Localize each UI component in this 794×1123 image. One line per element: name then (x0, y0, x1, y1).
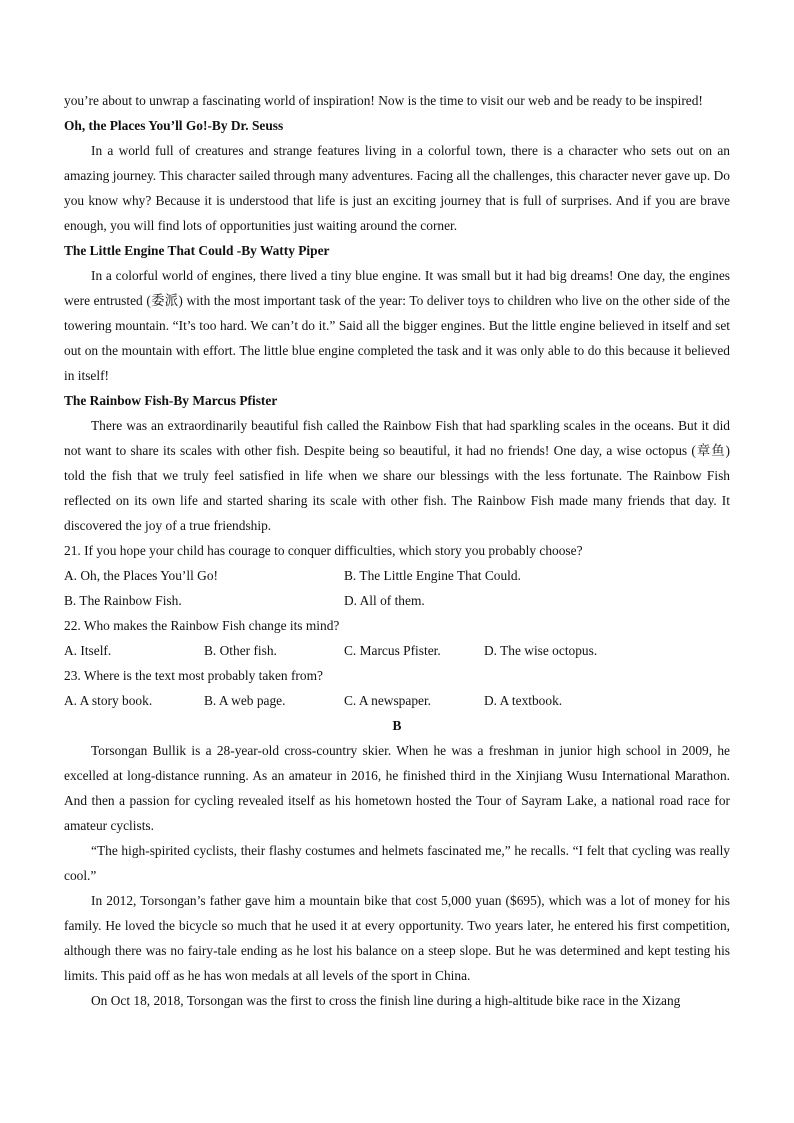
question-21-stem: 21. If you hope your child has courage to conquer difficulties, which story you probably choose? (64, 543, 583, 558)
document-page (64, 88, 730, 1013)
story-body-2: In a colorful world of engines, there lived a tiny blue engine. It was small but it had big dreams! One day, the engines were entrusted (委派) with the most important task of the year: To deliver toys to children who live on the other side of the towering mountain. “It’s too hard. We can’t do it.” Said all the bigger engines. But the little engine believed in itself and set out on the mountain with effort. The little blue engine completed the task and it was only able to do this because it believed in itself! (64, 268, 730, 383)
question-21-option-b: B. The Little Engine That Could. (344, 568, 521, 583)
question-21-option-d: D. All of them. (344, 593, 425, 608)
question-23-option-b: B. A web page. (204, 693, 286, 708)
story-title-2: The Little Engine That Could -By Watty Piper (64, 243, 330, 258)
question-22-option-d: D. The wise octopus. (484, 643, 598, 658)
question-21-options-row2 (64, 588, 730, 613)
section-b-paragraph-2: “The high-spirited cyclists, their flashy costumes and helmets fascinated me,” he recalls. “I felt that cycling was really cool.” (64, 843, 730, 883)
story-body-3: There was an extraordinarily beautiful fish called the Rainbow Fish that had sparkling scales in the oceans. But it did not want to share its scales with other fish. Despite being so beautiful, it had no friends! One day, a wise octopus (章鱼) told the fish that we truly feel satisfied in life when we share our blessings with the less fortunate. The Rainbow Fish reflected on its own life and started sharing its scale with other fish. The Rainbow Fish made many friends that day. It discovered the joy of a true friendship. (64, 418, 730, 533)
intro-paragraph: you’re about to unwrap a fascinating world of inspiration! Now is the time to visit our web and be ready to be inspired! (64, 93, 703, 108)
question-22-option-b: B. Other fish. (204, 643, 277, 658)
question-22-options (64, 638, 730, 663)
story-body-1: In a world full of creatures and strange features living in a colorful town, there is a character who sets out on an amazing journey. This character sailed through many adventures. Facing all the challenges, this character never gave up. Do you know why? Because it is understood that life is just an exciting journey that is full of surprises. And if you are brave enough, you will find lots of opportunities just waiting around the corner. (64, 143, 730, 233)
section-b-paragraph-4: On Oct 18, 2018, Torsongan was the first to cross the finish line during a high-altitude bike race in the Xizang (91, 993, 681, 1008)
question-23-option-c: C. A newspaper. (344, 693, 432, 708)
question-23-stem: 23. Where is the text most probably taken from? (64, 668, 323, 683)
question-21-option-a: A. Oh, the Places You’ll Go! (64, 568, 218, 583)
question-23-options (64, 688, 730, 713)
question-21-option-c: B. The Rainbow Fish. (64, 593, 182, 608)
question-23-option-d: D. A textbook. (484, 693, 563, 708)
section-b-heading: B (392, 718, 402, 733)
question-22-option-a: A. Itself. (64, 643, 112, 658)
question-23-option-a: A. A story book. (64, 693, 153, 708)
question-22-option-c: C. Marcus Pfister. (344, 643, 441, 658)
story-title-1: Oh, the Places You’ll Go!-By Dr. Seuss (64, 118, 284, 133)
story-title-3: The Rainbow Fish-By Marcus Pfister (64, 393, 278, 408)
question-21-options (64, 563, 730, 588)
section-b-paragraph-3: In 2012, Torsongan’s father gave him a mountain bike that cost 5,000 yuan ($695), which was a lot of money for his family. He loved the bicycle so much that he used it at every opportunity. Two years later, he entered his first competition, although there was no fairy-tale ending as he lost his balance on a steep slope. But he was determined and kept testing his limits. This paid off as he has won medals at all levels of the sport in China. (64, 893, 730, 983)
question-22-stem: 22. Who makes the Rainbow Fish change its mind? (64, 618, 340, 633)
section-b-paragraph-1: Torsongan Bullik is a 28-year-old cross-country skier. When he was a freshman in junior high school in 2009, he excelled at long-distance running. As an amateur in 2016, he finished third in the Xinjiang Wusu International Marathon. And then a passion for cycling revealed itself as his hometown hosted the Tour of Sayram Lake, a national road race for amateur cyclists. (64, 743, 730, 833)
